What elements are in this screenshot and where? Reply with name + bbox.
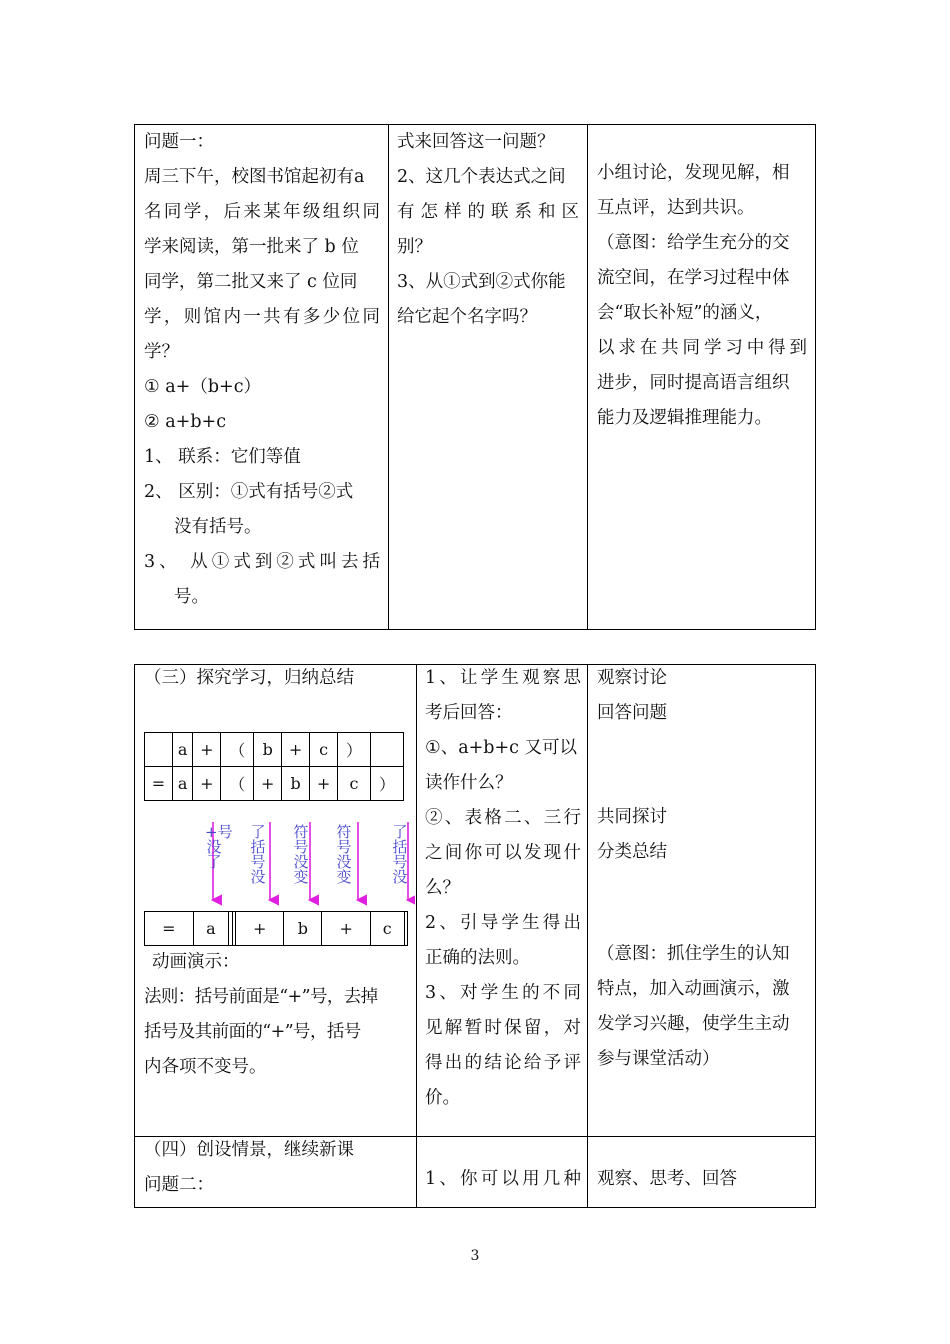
expression-grid-bottom — [144, 911, 408, 946]
grid-cell: b — [284, 912, 322, 946]
text-line: 特点，加入动画演示，激 — [597, 979, 790, 999]
text-line: 2、这几个表达式之间 — [397, 167, 566, 187]
section-3-title — [144, 661, 354, 696]
table-2-col-3-a — [597, 661, 807, 731]
text-line: 考后回答： — [425, 703, 513, 723]
grid-cell: （ — [221, 733, 254, 767]
table-2 — [134, 664, 816, 1208]
text-line: 名同学，后来某年级组织同 — [144, 202, 380, 222]
text-line: 给它起个名字吗？ — [397, 307, 537, 327]
text-line: 观察讨论 — [597, 668, 667, 688]
text-line: 学来阅读，第一批来了 b 位 — [144, 237, 359, 257]
text-line: 内各项不变号。 — [144, 1057, 267, 1077]
text-line: 么？ — [425, 878, 460, 898]
grid-cell — [404, 912, 407, 946]
grid-cell — [145, 733, 173, 767]
grid-cell: + — [282, 733, 310, 767]
text-line: 式来回答这一问题？ — [397, 132, 555, 152]
grid-cell: + — [193, 733, 221, 767]
table-2-col-2 — [425, 661, 581, 1116]
text-line: 别？ — [397, 237, 432, 257]
grid-cell: ） — [338, 733, 371, 767]
text-line: ①、a+b+c 又可以 — [425, 738, 578, 758]
text-line: 2、引导学生得出 — [425, 913, 581, 933]
arrow-label-5: 了括号没 — [392, 823, 408, 886]
table-2-divider-2 — [587, 665, 588, 1207]
text-line: ②、表格二、三行 — [425, 808, 581, 828]
text-line: 见解暂时保留，对 — [425, 1018, 581, 1038]
grid-cell: = — [145, 767, 173, 801]
grid-cell: a — [193, 912, 229, 946]
text-line: 会“取长补短”的涵义， — [597, 303, 773, 323]
text-line: 同学，第二批又来了 c 位同 — [144, 272, 358, 292]
table-2-divider-1 — [416, 665, 417, 1207]
text-line: 以求在共同学习中得到 — [597, 338, 807, 358]
text-line: （意图：给学生充分的交 — [597, 233, 790, 253]
text-line: （意图：抓住学生的认知 — [597, 944, 790, 964]
text-line: 发学习兴趣，使学生主动 — [597, 1014, 790, 1034]
arrow-label-4: 符号没变 — [336, 823, 352, 886]
text-line: 1、 联系：它们等值 — [144, 447, 301, 467]
grid-cell: b — [254, 733, 282, 767]
grid-cell: = — [145, 912, 194, 946]
text-line: 周三下午，校图书馆起初有a — [144, 167, 365, 187]
text-line: 3、 从①式到②式叫去括 — [144, 552, 380, 572]
grid-row-3 — [145, 912, 408, 946]
text-line: 1、你可以用几种 — [425, 1169, 581, 1189]
table-1-col-2 — [397, 125, 579, 335]
section-4-col-3 — [597, 1162, 807, 1197]
grid-cell: a — [172, 733, 192, 767]
text-line: 括号及其前面的“+”号，括号 — [144, 1022, 361, 1042]
table-2-col-3-c — [597, 937, 807, 1077]
grid-cell: + — [322, 912, 371, 946]
text-line: 参与课堂活动） — [597, 1049, 720, 1069]
grid-row-2 — [145, 767, 404, 801]
table-1-divider-2 — [587, 125, 588, 629]
text-line: 问题一： — [144, 132, 214, 152]
table-1 — [134, 124, 816, 630]
arrow-label-3: 符号没变 — [293, 823, 309, 886]
arrow-label-1: +号没了 — [205, 823, 233, 871]
grid-cell: a — [172, 767, 192, 801]
text-line: 互点评，达到共识。 — [597, 198, 755, 218]
expression-grid-top — [144, 732, 404, 801]
text-line: 问题二： — [144, 1175, 214, 1195]
text-line: 法则：括号前面是“+”号，去掉 — [144, 987, 378, 1007]
text-line: 分类总结 — [597, 842, 667, 862]
text-line: 号。 — [174, 587, 209, 607]
table-1-divider-1 — [388, 125, 389, 629]
page-number: 3 — [470, 1248, 480, 1264]
text-line: 读作什么？ — [425, 773, 513, 793]
text-line: 学，则馆内一共有多少位同 — [144, 307, 380, 327]
grid-cell: c — [338, 767, 371, 801]
table-1-col-3 — [597, 156, 807, 436]
grid-cell: c — [310, 733, 338, 767]
text-line: 2、 区别：①式有括号②式 — [144, 482, 354, 502]
text-line: （四）创设情景，继续新课 — [144, 1140, 354, 1160]
rule-text — [144, 945, 410, 1085]
text-line: 3、从①式到②式你能 — [397, 272, 566, 292]
text-line: 学？ — [144, 342, 179, 362]
text-line: ① a+（b+c） — [144, 377, 262, 397]
grid-row-1 — [145, 733, 404, 767]
text-line: 得出的结论给予评 — [425, 1053, 581, 1073]
text-line: 动画演示： — [152, 952, 240, 972]
text-line: 观察、思考、回答 — [597, 1169, 737, 1189]
text-line: 小组讨论，发现见解，相 — [597, 163, 790, 183]
grid-cell: + — [254, 767, 282, 801]
section-4-col-2 — [425, 1162, 581, 1197]
grid-cell: b — [282, 767, 310, 801]
arrow-label-2: 了括号没 — [250, 823, 266, 886]
table-1-col-1 — [144, 125, 380, 615]
grid-cell: （ — [221, 767, 254, 801]
text-line: 共同探讨 — [597, 807, 667, 827]
grid-cell: ） — [370, 767, 403, 801]
text-line: ② a+b+c — [144, 412, 227, 432]
text-line: 回答问题 — [597, 703, 667, 723]
text-line: 正确的法则。 — [425, 948, 530, 968]
grid-cell: + — [310, 767, 338, 801]
text-line: 没有括号。 — [174, 517, 262, 537]
text-line: 流空间，在学习过程中体 — [597, 268, 790, 288]
grid-cell: c — [370, 912, 404, 946]
grid-cell: + — [193, 767, 221, 801]
text-line: 有怎样的联系和区 — [397, 202, 579, 222]
text-line: 3、对学生的不同 — [425, 983, 581, 1003]
text-line: 进步，同时提高语言组织 — [597, 373, 790, 393]
section-title: （三）探究学习，归纳总结 — [144, 668, 354, 688]
grid-cell: + — [235, 912, 284, 946]
text-line: 能力及逻辑推理能力。 — [597, 408, 772, 428]
text-line: 之间你可以发现什 — [425, 843, 581, 863]
text-line: 价。 — [425, 1088, 460, 1108]
text-line: 1、让学生观察思 — [425, 668, 581, 688]
table-2-col-3-b — [597, 800, 807, 870]
grid-cell — [370, 733, 403, 767]
section-4 — [144, 1133, 410, 1203]
